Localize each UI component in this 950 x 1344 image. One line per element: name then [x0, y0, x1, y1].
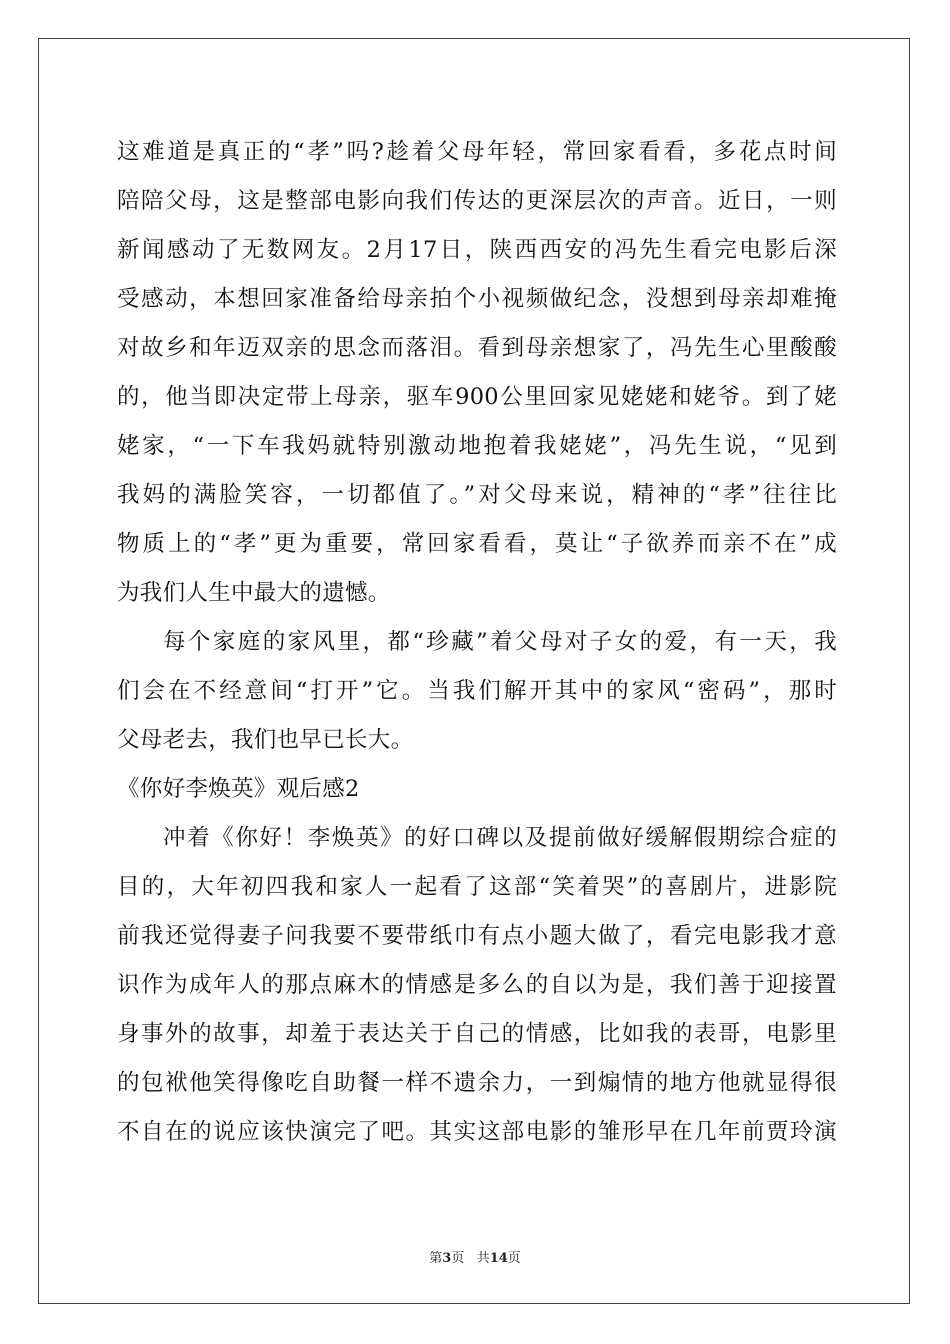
text-line: 前我还觉得妻子问我要不要带纸巾有点小题大做了，看完电影我才意	[117, 923, 837, 949]
text-line: 身事外的故事，却羞于表达关于自己的情感，比如我的表哥，电影里	[117, 1021, 837, 1047]
text-line: 《你好李焕英》观后感2	[117, 776, 360, 802]
text-line: 每个家庭的家风里，都“珍藏”着父母对子女的爱，有一天，我	[163, 629, 837, 655]
text-line: 冲着《你好！李焕英》的好口碑以及提前做好缓解假期综合症的	[163, 825, 837, 851]
text-line: 目的，大年初四我和家人一起看了这部“笑着哭”的喜剧片，进影院	[117, 874, 837, 900]
text-line: 我妈的满脸笑容，一切都值了。”对父母来说，精神的“孝”往往比	[117, 482, 837, 508]
text-line: 不自在的说应该快演完了吧。其实这部电影的雏形早在几年前贾玲演	[117, 1119, 837, 1145]
footer-prefix: 第	[429, 1251, 443, 1266]
current-page-number: 3	[442, 1251, 452, 1266]
text-line: 为我们人生中最大的遗憾。	[117, 580, 391, 606]
text-line: 对故乡和年迈双亲的思念而落泪。看到母亲想家了，冯先生心里酸酸	[117, 335, 837, 361]
document-body	[117, 128, 837, 1157]
text-line: 物质上的“孝”更为重要，常回家看看，莫让“子欲养而亲不在”成	[117, 531, 837, 557]
text-line: 们会在不经意间“打开”它。当我们解开其中的家风“密码”，那时	[117, 678, 837, 704]
footer-total-suffix: 页	[507, 1251, 521, 1266]
footer-page-suffix: 页	[451, 1251, 465, 1266]
footer-total-prefix: 共	[476, 1251, 490, 1266]
total-page-number: 14	[489, 1251, 508, 1266]
text-line: 受感动，本想回家准备给母亲拍个小视频做纪念，没想到母亲却难掩	[117, 286, 837, 312]
text-line: 这难道是真正的“孝”吗?趁着父母年轻，常回家看看，多花点时间	[117, 139, 837, 165]
text-line: 陪陪父母，这是整部电影向我们传达的更深层次的声音。近日，一则	[117, 188, 837, 214]
text-line: 的包袱他笑得像吃自助餐一样不遗余力，一到煽情的地方他就显得很	[117, 1070, 837, 1096]
text-line: 父母老去，我们也早已长大。	[117, 727, 414, 753]
page-footer	[0, 1247, 950, 1266]
text-line: 的，他当即决定带上母亲，驱车900公里回家见姥姥和姥爷。到了姥	[117, 384, 837, 410]
text-line: 姥家，“一下车我妈就特别激动地抱着我姥姥”，冯先生说，“见到	[117, 433, 837, 459]
text-line: 新闻感动了无数网友。2月17日，陕西西安的冯先生看完电影后深	[117, 237, 837, 263]
text-line: 识作为成年人的那点麻木的情感是多么的自以为是，我们善于迎接置	[117, 972, 837, 998]
